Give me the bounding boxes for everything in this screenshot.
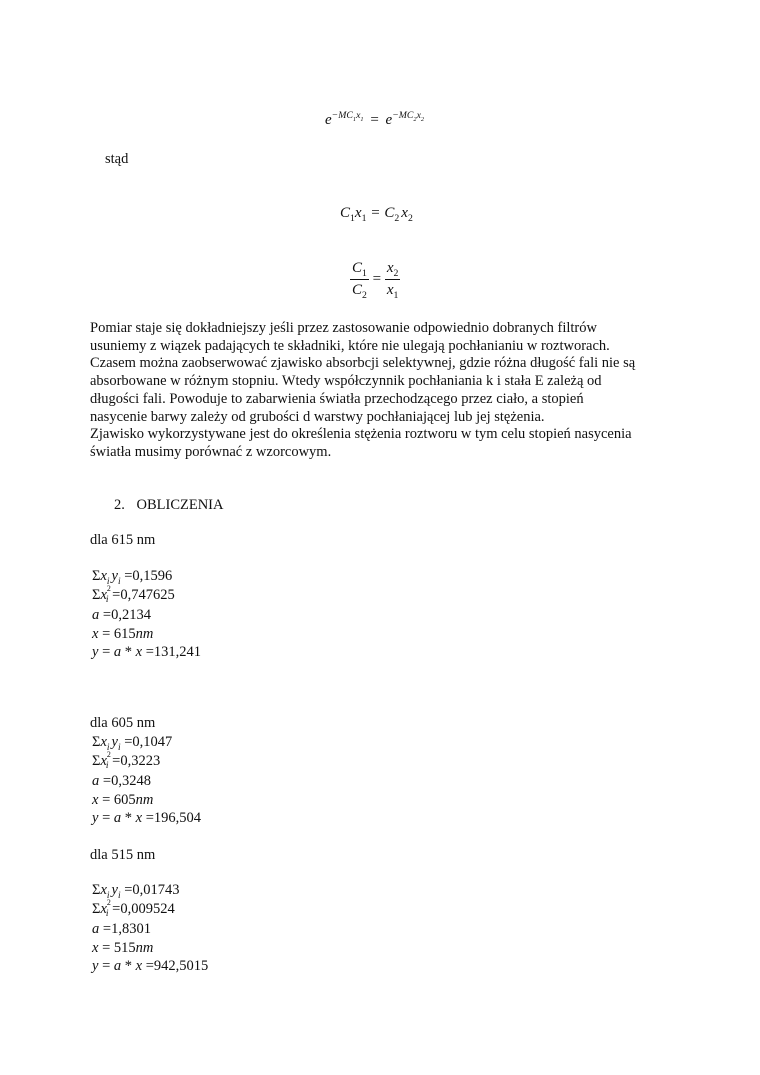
sum-x2-value: 0,747625 [120, 586, 175, 603]
a-value: 0,2134 [111, 607, 151, 623]
x-symbol: x [135, 958, 143, 974]
paragraph-line: usuniemy z wiązek padających te składniki, które nie ulegają pochłanianiu w roztworach. [90, 337, 610, 354]
eq-exp-lhs-sub1: 1 [352, 115, 357, 123]
xi-symbol: x [100, 882, 107, 898]
x-symbol: x [135, 644, 143, 660]
y-symbol: y [92, 644, 99, 660]
equals-sign: = [102, 625, 111, 642]
nm-unit: nm [135, 791, 154, 808]
index-i: i [105, 909, 109, 920]
paragraph-line: Zjawisko wykorzystywane jest do określenia stężenia roztworu w tym celu stopień nasycenia [90, 426, 632, 443]
equals-sign: = [102, 644, 111, 660]
xi-symbol: x [100, 752, 107, 769]
y-line [92, 809, 201, 828]
sigma-symbol: Σ [92, 882, 101, 898]
equals-sign: = [102, 921, 112, 937]
eq-lin-c2-sub: 2 [394, 213, 400, 224]
index-i: i [106, 742, 110, 753]
square-exponent: 2 [106, 584, 111, 594]
frac-left-num-sub: 1 [362, 268, 367, 279]
y-value: 131,241 [153, 644, 201, 660]
y-value: 942,5015 [153, 958, 209, 974]
index-i: i [117, 742, 121, 753]
sum-xy-line [92, 733, 201, 752]
paragraph-line: nasycenie barwy zależy od grubości d warstwy pochłaniającej lub jej stężenia. [90, 408, 545, 425]
equals-sign: = [112, 900, 121, 917]
x-symbol: x [92, 939, 99, 956]
sum-xy-line [92, 567, 201, 586]
sigma-symbol: Σ [92, 568, 101, 584]
eq-lin-c2: C [384, 205, 395, 221]
calc-heading: dla 515 nm [90, 847, 156, 863]
paragraph-line: światła musimy porównać z wzorcowym. [90, 443, 332, 460]
eq-exp-rhs-exponent: −MC [392, 110, 414, 121]
eq-exp-lhs-exponent: −MC [331, 110, 353, 121]
multiply-star: * [124, 958, 132, 974]
section-heading [114, 497, 224, 514]
equals-sign: = [124, 568, 133, 584]
paragraph-line: długości fali. Powoduje to zabarwienia światła przechodzącego przez ciało, a stopień [90, 390, 584, 407]
calc-block-605 [92, 733, 201, 828]
y-symbol: y [92, 810, 99, 826]
a-symbol: a [92, 921, 100, 937]
index-i: i [106, 890, 110, 901]
a-value: 0,3248 [111, 773, 151, 789]
a-symbol: a [113, 958, 122, 974]
x-line [92, 939, 208, 958]
sum-x2-line [92, 900, 208, 921]
xi-symbol: x [100, 900, 107, 917]
fraction-left [350, 260, 369, 299]
yi-symbol: y [111, 568, 118, 584]
yi-symbol: y [111, 734, 118, 750]
equals-sign: = [145, 810, 154, 826]
section-title: OBLICZENIA [136, 497, 224, 513]
eq-lin-c1-sub: 1 [350, 213, 355, 224]
sum-x2-value: 0,3223 [120, 752, 161, 769]
frac-right-num-sub: 2 [393, 268, 399, 279]
equals-sign: = [124, 734, 133, 750]
eq-exp-rhs-x: x [416, 110, 421, 121]
section-number: 2. [114, 497, 125, 513]
eq-exp-equals: = [370, 112, 379, 128]
frac-left-num: C [352, 260, 363, 276]
calc-block-615 [92, 567, 201, 662]
sum-xy-line [92, 881, 208, 900]
y-symbol: y [92, 958, 99, 974]
x-symbol: x [92, 625, 99, 642]
equals-sign: = [112, 586, 121, 603]
y-value: 196,504 [153, 810, 201, 826]
calc-heading: dla 615 nm [90, 532, 156, 548]
a-symbol: a [113, 810, 122, 826]
sigma-symbol: Σ [92, 734, 101, 750]
xi-symbol: x [100, 734, 107, 750]
frac-left-den: C [352, 282, 363, 298]
eq-exp-rhs-sub2: 2 [420, 115, 425, 123]
x-symbol: x [92, 791, 99, 808]
equals-sign: = [112, 752, 121, 769]
nm-unit: nm [135, 939, 154, 956]
multiply-star: * [124, 644, 132, 660]
equals-sign: = [145, 958, 154, 974]
eq-exp-lhs-x: x [356, 110, 361, 121]
multiply-star: * [124, 810, 132, 826]
index-i: i [117, 890, 121, 901]
sigma-symbol: Σ [92, 586, 101, 603]
equals-sign: = [102, 773, 112, 789]
a-symbol: a [92, 773, 100, 789]
eq-exp-lhs-sub2: 1 [360, 115, 364, 123]
square-exponent: 2 [106, 898, 111, 908]
sum-xy-value: 0,1596 [132, 568, 173, 584]
paragraph-line: Czasem można zaobserwować zjawisko absorbcji selektywnej, gdzie różna długość fali nie są [90, 355, 636, 372]
paragraph-line: Pomiar staje się dokładniejszy jeśli przez zastosowanie odpowiednio dobranych filtrów [90, 320, 597, 336]
calc-heading: dla 605 nm [90, 715, 156, 731]
frac-equals: = [372, 271, 382, 287]
eq-lin-x2-sub: 2 [407, 213, 413, 224]
fraction-right [385, 260, 401, 299]
index-i: i [106, 576, 110, 587]
x-value: 605 [113, 791, 136, 808]
xi-symbol: x [100, 586, 107, 603]
nm-unit: nm [135, 625, 154, 642]
a-value: 1,8301 [111, 921, 151, 937]
sum-x2-value: 0,009524 [120, 900, 175, 917]
equation-fraction [350, 260, 400, 299]
sigma-symbol: Σ [92, 900, 101, 917]
x-line [92, 625, 201, 644]
a-line [92, 606, 201, 625]
equals-sign: = [102, 810, 111, 826]
index-i: i [105, 761, 109, 772]
calc-block-515 [92, 881, 208, 976]
frac-left-den-sub: 2 [362, 290, 367, 301]
sigma-symbol: Σ [92, 752, 101, 769]
a-line [92, 772, 201, 791]
paragraph-line: absorbowane w różnym stopniu. Wtedy współczynnik pochłaniania k i stała E zależą od [90, 373, 602, 390]
x-value: 615 [113, 625, 136, 642]
a-symbol: a [113, 644, 122, 660]
x-symbol: x [135, 810, 143, 826]
yi-symbol: y [111, 882, 118, 898]
eq-lin-x1: x [354, 205, 362, 221]
sum-xy-value: 0,01743 [132, 882, 180, 898]
a-symbol: a [92, 607, 100, 623]
y-line [92, 643, 201, 662]
equals-sign: = [102, 791, 111, 808]
equals-sign: = [124, 882, 133, 898]
eq-lin-x2: x [401, 205, 408, 221]
sum-xy-value: 0,1047 [132, 734, 173, 750]
equation-linear [340, 205, 413, 222]
eq-exp-rhs-base: e [385, 112, 393, 128]
xi-symbol: x [100, 568, 107, 584]
x-value: 515 [113, 939, 136, 956]
index-i: i [117, 576, 121, 587]
a-line [92, 920, 208, 939]
body-paragraph [90, 320, 675, 462]
equals-sign: = [102, 607, 112, 623]
x-line [92, 791, 201, 810]
square-exponent: 2 [106, 750, 111, 760]
frac-right-den: x [386, 282, 394, 298]
frac-right-num: x [386, 260, 394, 276]
stad-text: stąd [105, 151, 129, 167]
eq-lin-x1-sub: 1 [361, 213, 367, 224]
equals-sign: = [102, 958, 111, 974]
index-i: i [105, 595, 109, 606]
eq-lin-equals: = [371, 205, 380, 221]
equals-sign: = [145, 644, 154, 660]
sum-x2-line [92, 752, 201, 773]
y-line [92, 957, 208, 976]
sum-x2-line [92, 586, 201, 607]
equals-sign: = [102, 939, 111, 956]
eq-lin-c1: C [340, 205, 351, 221]
frac-right-den-sub: 1 [393, 290, 399, 301]
equation-exponential [325, 112, 424, 129]
eq-exp-lhs-base: e [325, 112, 332, 128]
eq-exp-rhs-sub1: 2 [413, 115, 417, 123]
